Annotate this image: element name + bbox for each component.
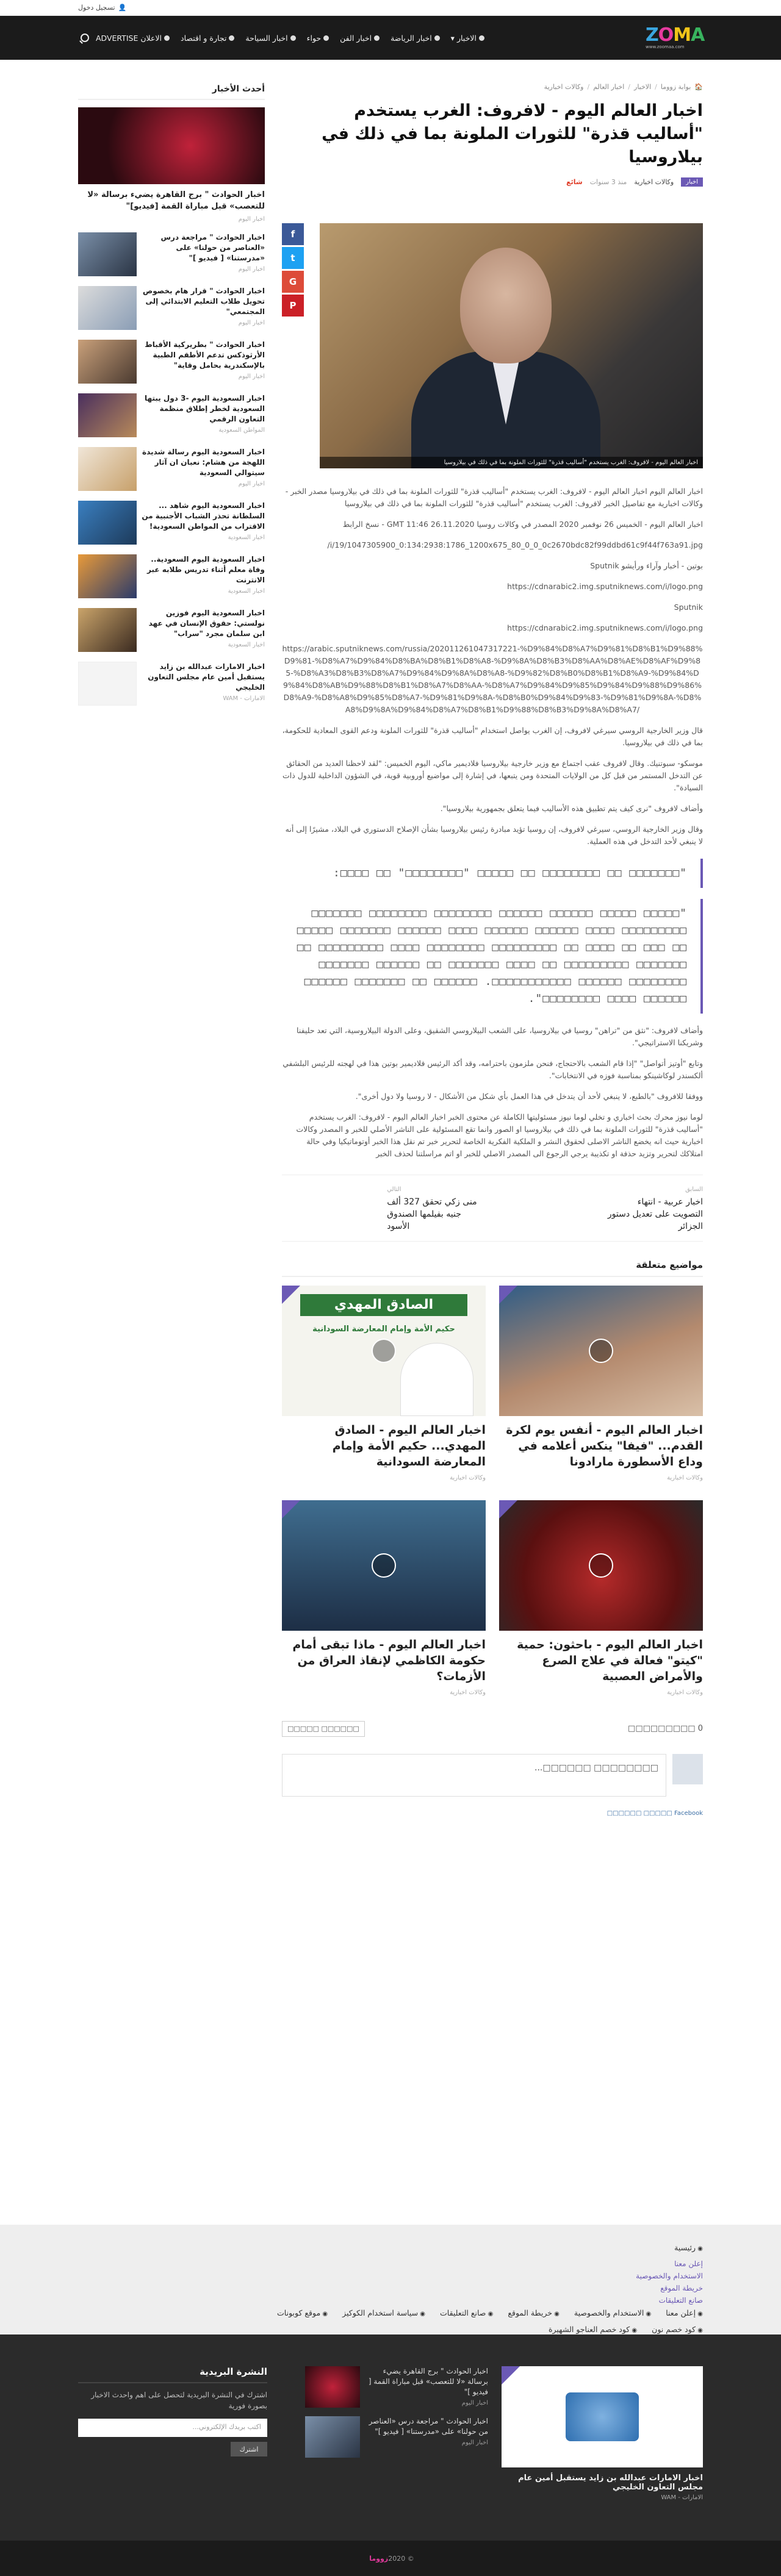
sidebar-featured[interactable] xyxy=(78,107,265,223)
sidebar-thumb xyxy=(78,232,137,276)
nav-women[interactable]: حواء xyxy=(303,34,334,43)
copyright-brand[interactable]: زووما xyxy=(369,2554,389,2563)
sidebar-thumb xyxy=(78,286,137,330)
footer-item-meta: اخبار اليوم xyxy=(461,2439,488,2446)
related-image xyxy=(499,1500,703,1631)
sidebar xyxy=(78,73,265,706)
footer-list xyxy=(305,2366,488,2466)
newsletter xyxy=(78,2366,267,2456)
sidebar-item-title: اخبار السعودية اليوم -3 دول يبتها السعودية لخطر إطلاق منظمة التعاون الرقمي xyxy=(145,394,265,423)
user-icon: 👤 xyxy=(118,4,127,12)
footer-thumb xyxy=(305,2366,360,2408)
sidebar-item-title: اخبار السعودية اليوم رسالة شديدة اللهجة من هشام: نعبان ان آثار سيتوالي السعودية xyxy=(142,448,265,477)
related-item[interactable] xyxy=(282,1286,486,1484)
copyright-bar xyxy=(0,2541,781,2576)
footer-featured-image xyxy=(502,2366,703,2467)
sidebar-heading: أحدث الأخبار xyxy=(78,84,265,100)
blockquote: "□□□□□ □□□□□ □□□□□□ □□□□□□ □□□□□□□□ □□□□□□□□ □□□□□□□ □□□□□□□□□ □□□□ □□□□□□ □□□□□□ □□□□ □□□□□□ □□□□□□□ □□□□□ □□ □□□ □□ □□□□ □□ □□□□□□□□□ □□□□□□□□ □□□□ □□□□□□□□□ □□ □□□□□□□ □□□□□□□□□ □□ □□□□ □□□□□□□ □□ □□□□□□ □□□□□□□ □□□□□□□□ □□□□□□ □□□□□□□□□□□. □□□□□□ □□ □□□□□□□ □□□□□□ □□□□□□ □□□□ □□□□□□□□". xyxy=(282,899,703,1014)
login-link[interactable] xyxy=(78,4,126,12)
next-post-link[interactable] xyxy=(282,1184,484,1233)
related-grid xyxy=(282,1286,703,1699)
comments-count: 0 □□□□□□□□□ xyxy=(628,1724,703,1733)
sidebar-item[interactable] xyxy=(78,554,265,598)
newsletter-heading: النشرة البريدية xyxy=(78,2366,267,2383)
sidebar-item-meta: اخبار السعودية xyxy=(228,588,265,595)
related-meta: وكالات اخبارية xyxy=(667,1475,703,1481)
footer-link[interactable]: ◉ خريطة الموقع xyxy=(508,2308,560,2317)
footer-widgets xyxy=(0,2334,781,2541)
nav-tourism[interactable]: اخبار السياحة xyxy=(241,34,300,43)
paragraph: قال وزير الخارجية الروسي سيرغي لافروف، إن الغرب يواصل استخدام "أساليب قذرة" للثورات الملونة ودعم القوى المعادية للحكومة، بما في ذلك في بيلاروسيا. xyxy=(282,726,703,747)
footer-link[interactable]: ◉ كود خصم نون xyxy=(652,2325,703,2334)
footer-col xyxy=(78,2259,703,2305)
related-item[interactable] xyxy=(282,1500,486,1699)
footer-link[interactable]: ◉ الاستخدام والخصوصية xyxy=(574,2308,651,2317)
sidebar-item-meta: الامارات - WAM xyxy=(223,695,265,702)
login-label: تسجيل دخول xyxy=(78,4,115,12)
footer-link[interactable]: ◉ صانع التعليقات xyxy=(440,2308,493,2317)
sidebar-item-title: اخبار السعودية اليوم فوزين نولستي: حقوق الإنسان في عهد ابن سلمان مجرد "سراب" xyxy=(148,609,265,638)
paragraph: Sputnik xyxy=(674,603,703,612)
footer-categories xyxy=(0,2225,781,2334)
related-title: اخبار العالم اليوم - الصادق المهدي... حكيم الأمة وإمام المعارضة السودانية xyxy=(332,1423,486,1469)
sidebar-item[interactable] xyxy=(78,340,265,384)
comment-form xyxy=(282,1754,703,1797)
sidebar-item-meta: اخبار اليوم xyxy=(238,266,265,273)
breadcrumb-home[interactable]: بوابة زووما xyxy=(660,83,691,91)
footer-item-title: اخبار الحوادث " برج القاهرة يضيء برسالة «لا للتعصب» قبل مباراة القمة [ فيديو ]" xyxy=(368,2367,488,2396)
paragraph: ووفقا للافروف "بالطبع، لا ينبغي لأحد أن يتدخل في هذا العمل بأي شكل من الأشكال - لا روسيا ولا دول أخرى". xyxy=(355,1092,703,1101)
facebook-share-icon[interactable]: f xyxy=(282,223,304,245)
logo-letters: ZOMA xyxy=(646,24,705,46)
related-item[interactable] xyxy=(499,1500,703,1699)
sidebar-item-meta: اخبار اليوم xyxy=(238,320,265,326)
sidebar-item-title: اخبار الحوادث " قرار هام بخصوص تحويل طلاب التعليم الابتدائي إلى المجتمعي" xyxy=(143,287,265,316)
nav-icon xyxy=(479,35,484,41)
article-hero-image xyxy=(320,223,703,468)
nav-advertise[interactable]: الاعلان ADVERTISE xyxy=(92,34,174,43)
breadcrumb-current: وكالات اخبارية xyxy=(544,83,584,91)
sidebar-item-meta: اخبار السعودية xyxy=(228,642,265,648)
search-icon[interactable] xyxy=(81,34,89,42)
sidebar-item[interactable] xyxy=(78,501,265,545)
footer-thumb xyxy=(305,2416,360,2458)
post-navigation xyxy=(282,1175,703,1242)
disclaimer: لوما نيوز محرك بحث اخباري و تخلي لوما نيوز مسئوليتها الكاملة عن محتوى الخبر اخبار العالم اليوم - لافروف: الغرب يستخدم "أساليب قذرة" للثورات الملونة بما في ذلك في بيلاروسيا او الصور وانما تقع المسئولية على الناشر الأصلي للخبر و المصدر وكالات اخبارية حيث انه يخضع الناشر الاصلى لحقوق النشر و الملكية الفكرية الخاصة لتحرير خبر تم نقل هذا الخبر أوتوماتيكيا وفي حالة امتلاكك لتحرير وتزيد حذفة او تكذيبة يرجي الرجوع الى المصدر الاصلي للخبر او اتم مراسلتنا لحذف الخبر xyxy=(296,1112,703,1158)
footer-link[interactable]: ◉ إعلن معنا xyxy=(666,2308,703,2317)
copyright-year: © 2020 xyxy=(388,2554,414,2563)
footer-featured-title: اخبار الامارات عبدالله بن زايد يستقبل أمين عام مجلس التعاون الخليجي xyxy=(518,2474,703,2492)
share-bar xyxy=(282,223,304,318)
breadcrumb-world[interactable]: اخبار العالم xyxy=(593,83,625,91)
footer-featured[interactable] xyxy=(502,2366,703,2501)
paragraph: https://cdnarabic2.img.sputniknews.com/i/logo.png xyxy=(507,582,703,591)
twitter-share-icon[interactable]: t xyxy=(282,247,304,269)
nav-icon xyxy=(374,35,380,41)
sidebar-item-title: اخبار الحوادث " بطريركية الأقباط الأرثوذكس تدعم الأطقم الطبية بالإسكندرية بحامل وقاية" xyxy=(145,340,265,370)
source-link[interactable]: https://arabic.sputniknews.com/russia/202011261047317221-%D9%84%D8%A7%D9%81%D8%B1%D9%88%D9%81-%D8%A7%D9%84%D8%BA%D8%B1%D8%A8-%D9%8A%D8%B3%D8%AA%D8%AE%D8%AF%D9%85-%D8%A3%D8%B3%D8%A7%D9%84%D9%8A%D8%A8-%D9%82%D8%B0%D8%B1%D8%A9-%D9%84%D9%84%D8%AB%D9%88%D8%B1%D8%A7%D8%AA-%D8%A7%D9%84%D9%85%D9%84%D9%88%D9%86%D8%A9-%D8%A8%D9%85%D8%A7-%D9%81%D9%8A-%D8%B0%D9%84%D9%83-%D9%81%D9%8A-%D8%A8%D9%8A%D9%84%D8%A7%D8%B1%D9%88%D8%B3%D9%8A%D8%A7/ xyxy=(282,644,703,714)
sidebar-item[interactable] xyxy=(78,393,265,437)
article-author[interactable]: وكالات اخبارية xyxy=(634,178,674,186)
footer-item-title: اخبار الحوادث " مراجعة درس «العناصر من حولنا» على «مدرستنا» [ فيديو ]" xyxy=(369,2417,488,2436)
sidebar-thumb xyxy=(78,554,137,598)
sidebar-item-title: اخبار الحوادث " مراجعة درس «العناصر من حولنا» على «مدرستنا» [ فيديو ]" xyxy=(160,233,265,262)
nav-news[interactable]: الاخبار ▾ xyxy=(447,34,489,43)
prev-post-link[interactable] xyxy=(501,1184,703,1233)
related-title: اخبار العالم اليوم - ماذا تبقى أمام حكومة الكاظمي لإنقاذ العراق من الأزمات؟ xyxy=(292,1638,486,1683)
prev-label: السابق xyxy=(685,1186,703,1193)
logo-subtitle: www.zoomaa.com xyxy=(646,45,685,49)
sidebar-thumb xyxy=(78,608,137,652)
main-nav xyxy=(78,34,489,43)
sidebar-thumb xyxy=(78,393,137,437)
google-plus-share-icon[interactable]: G xyxy=(282,271,304,293)
footer-link-home[interactable]: ◉ رئيسية xyxy=(674,2243,703,2252)
sidebar-item-meta: المواطن السعودية xyxy=(218,427,265,434)
sidebar-item[interactable] xyxy=(78,286,265,330)
paragraph: وقال وزير الخارجية الروسي، سيرغي لافروف، إن روسيا تؤيد مبادرة رئيس بيلاروسيا بشأن الإصلاح الدستوري في البلاد، مشيرًا إلى أنه لا ينبغي لأحد التدخل في هذه العملية. xyxy=(285,825,703,846)
footer-link[interactable]: إعلن معنا xyxy=(674,2259,703,2268)
nav-icon xyxy=(164,35,170,41)
avatar xyxy=(672,1754,703,1784)
paragraph: موسكو- سبوتنيك. وقال لافروف عقب اجتماع مع وزير خارجية بيلاروسيا فلاديمير ماكي، اليوم الخميس: "لقد لاحظنا العديد من الحقائق عن التدخل المستمر من قبل كل من الولايات المتحدة ومن يتبعها، في إشارة إلى مواضيع أوروبية قوية، في الشؤون الداخلية للدول ذات السيادة". xyxy=(283,759,703,792)
trending-badge: شائع xyxy=(566,178,583,186)
footer-link[interactable]: خريطة الموقع xyxy=(660,2284,703,2292)
camera-icon xyxy=(589,1339,613,1363)
related-meta: وكالات اخبارية xyxy=(450,1689,486,1696)
sidebar-item-title: اخبار السعودية اليوم السعودية.. وفاة معلم أثناء تدريس طلابه عبر الانترنت xyxy=(146,555,265,584)
pinterest-share-icon[interactable]: P xyxy=(282,295,304,317)
related-meta: وكالات اخبارية xyxy=(450,1475,486,1481)
footer-list-item[interactable] xyxy=(305,2366,488,2408)
sidebar-item[interactable] xyxy=(78,608,265,652)
footer-link[interactable]: صانع التعليقات xyxy=(658,2296,703,2305)
top-bar xyxy=(0,0,781,16)
blockquote: "□□□□□□□ □□ □□□□□□□□ □□ □□□□□ "□□□□□□□□" □□ □□□□: xyxy=(282,859,703,888)
nav-icon xyxy=(323,35,329,41)
sidebar-item[interactable] xyxy=(78,447,265,491)
sidebar-item-meta: اخبار السعودية xyxy=(228,534,265,541)
image-caption: اخبار العالم اليوم - لافروف: الغرب يستخدم "أساليب قذرة" للثورات الملونة بما في ذلك في بيلاروسيا xyxy=(320,457,703,468)
next-title: منى زكي تحقق 327 ألف جنيه بفيلمها الصندوق الأسود xyxy=(387,1197,477,1231)
camera-icon xyxy=(589,1553,613,1578)
sidebar-item[interactable] xyxy=(78,662,265,706)
camera-icon xyxy=(372,1339,396,1363)
sidebar-featured-title: اخبار الحوادث " برج القاهرة يضيء برسالة «لا للتعصب» قبل مباراة القمة [فيديو]" xyxy=(87,190,265,211)
nav-art[interactable]: اخبار الفن xyxy=(336,34,384,43)
paragraph: وأضاف لافروف "نرى كيف يتم تطبيق هذه الأساليب فيما يتعلق بجمهورية بيلاروسيا". xyxy=(440,804,703,813)
sidebar-item-title: اخبار الامارات عبدالله بن زايد يستقبل أمين عام مجلس التعاون الخليجي xyxy=(148,662,265,692)
footer-link[interactable]: ◉ موقع كوبونات xyxy=(277,2308,328,2317)
related-meta: وكالات اخبارية xyxy=(667,1689,703,1696)
paragraph: وتابع "أوتيز أتواصل" "إذا قام الشعب بالاحتجاج، فنحن ملزمون باحترامه، وقد أكد الرئيس فلاديمير بوتين هذا في لهجته للرئيس البلشفي ألكسندر لوكاشينكو بمناسبة فوزه في الانتخابات". xyxy=(283,1059,703,1080)
paragraph: بوتين - أخبار وآراء ورأيشو Sputnik xyxy=(590,561,703,570)
comment-input[interactable]: □□□□□□□□ □□□□□□... xyxy=(282,1754,666,1797)
paragraph: https://cdnarabic2.img.sputniknews.com/i/logo.png xyxy=(507,623,703,632)
footer-link[interactable]: الاستخدام والخصوصية xyxy=(636,2272,703,2280)
sidebar-featured-image xyxy=(78,107,265,184)
header xyxy=(0,16,781,60)
prev-title: اخبار عربية - انتهاء التصويت على تعديل دستور الجزائر xyxy=(607,1197,703,1231)
article-meta xyxy=(282,177,703,187)
sidebar-item[interactable] xyxy=(78,232,265,276)
next-label: التالي xyxy=(387,1186,401,1193)
related-heading: مواضيع متعلقة xyxy=(282,1259,703,1277)
newsletter-subscribe-button[interactable]: اشترك xyxy=(231,2442,267,2456)
paragraph: /i/19/1047305900_0:134:2938:1786_1200x675_80_0_0_0c2670bdc82f99ddbd61c9f44f763a91.jpg xyxy=(327,540,703,549)
paragraph: اخبار العالم اليوم اخبار العالم اليوم - لافروف: الغرب يستخدم "أساليب قذرة" للثورات الملونة بما في ذلك في بيلاروسيا مصدر الخبر - وكالات اخبارية مع تفاصيل الخبر لافروف: الغرب يستخدم "أساليب قذرة" للثورات الملونة بما في ذلك في بيلاروسيا xyxy=(285,487,703,508)
nav-icon xyxy=(229,35,234,41)
sidebar-featured-meta: اخبار اليوم xyxy=(238,216,265,223)
sidebar-thumb xyxy=(78,340,137,384)
camera-icon xyxy=(372,1553,396,1578)
site-logo[interactable] xyxy=(646,25,703,51)
footer-link[interactable]: ◉ كود خصم العناجو الشهيرة xyxy=(549,2325,637,2334)
sidebar-thumb xyxy=(78,501,137,545)
sidebar-thumb xyxy=(78,662,137,706)
image-subtitle-text: حكيم الأمة وإمام المعارضة السودانية xyxy=(312,1325,455,1334)
newsletter-email-input[interactable]: اكتب بريدك الإلكتروني... xyxy=(78,2419,267,2437)
facebook-plugin-link[interactable]: Facebook □□□□□ □□□□□□ xyxy=(606,1810,703,1817)
article-date: منذ 3 سنوات xyxy=(589,178,627,186)
sidebar-thumb xyxy=(78,447,137,491)
breadcrumb: 🏠 بوابة زووما / الاخبار / اخبار العالم / وكالات اخبارية xyxy=(544,83,703,91)
comments-sort-select[interactable]: □□□□□□ □□□□□ xyxy=(282,1721,365,1737)
related-title: اخبار العالم اليوم - باحثون: حمية "كيتو" فعالة في علاج الصرع والأمراض العصبية xyxy=(517,1638,703,1683)
related-title: اخبار العالم اليوم - أنفس يوم لكرة القدم... "فيفا" ينكس أعلامه في وداع الأسطورة مارادونا xyxy=(506,1423,703,1469)
sidebar-item-title: اخبار السعودية اليوم شاهد ... السلطانة تحذر الشباب الأجنبية من الاقتراب من المواطن السعودية! xyxy=(142,501,265,531)
paragraph: اخبار العالم اليوم - الخميس 26 نوفمبر 2020 المصدر في وكالات روسيا GMT 11:46 26.11.2020 - نسخ الرابط xyxy=(342,520,703,529)
related-image xyxy=(282,1286,486,1416)
category-badge[interactable]: اخبار xyxy=(681,177,703,187)
footer-list-item[interactable] xyxy=(305,2416,488,2458)
newsletter-text: اشترك في النشرة البريدية لتحصل على اهم واحدث الاخبار بصورة فورية xyxy=(91,2391,267,2410)
nav-icon xyxy=(290,35,296,41)
image-title-text: الصادق المهدي xyxy=(300,1294,467,1316)
article-body xyxy=(282,485,703,1820)
comments-bar xyxy=(282,1721,703,1737)
nav-sports[interactable]: اخبار الرياضة xyxy=(386,34,444,43)
breadcrumb-news[interactable]: الاخبار xyxy=(634,83,652,91)
paragraph: وأضاف لافروف: "نثق من "تراهن" روسيا في بيلاروسيا، على الشعب البيلاروسي الشقيق، وعلى الدولة البيلاروسية، التي تعد حليفنا وشريكنا الاستراتيجي". xyxy=(297,1026,703,1047)
nav-economy[interactable]: تجارة و اقتصاد xyxy=(176,34,239,43)
nav-icon xyxy=(434,35,440,41)
home-icon: 🏠 xyxy=(694,83,703,91)
related-image xyxy=(282,1500,486,1631)
sidebar-item-meta: اخبار اليوم xyxy=(238,481,265,487)
article-title: اخبار العالم اليوم - لافروف: الغرب يستخدم "أساليب قذرة" للثورات الملونة بما في ذلك في بيلاروسيا xyxy=(322,101,703,166)
article-main xyxy=(282,73,703,1817)
related-item[interactable] xyxy=(499,1286,703,1484)
footer-featured-meta: الامارات - WAM xyxy=(661,2494,703,2501)
related-image xyxy=(499,1286,703,1416)
sidebar-item-meta: اخبار اليوم xyxy=(238,373,265,380)
footer-link[interactable]: ◉ سياسة استخدام الكوكيز xyxy=(342,2308,425,2317)
footer-item-meta: اخبار اليوم xyxy=(461,2400,488,2406)
